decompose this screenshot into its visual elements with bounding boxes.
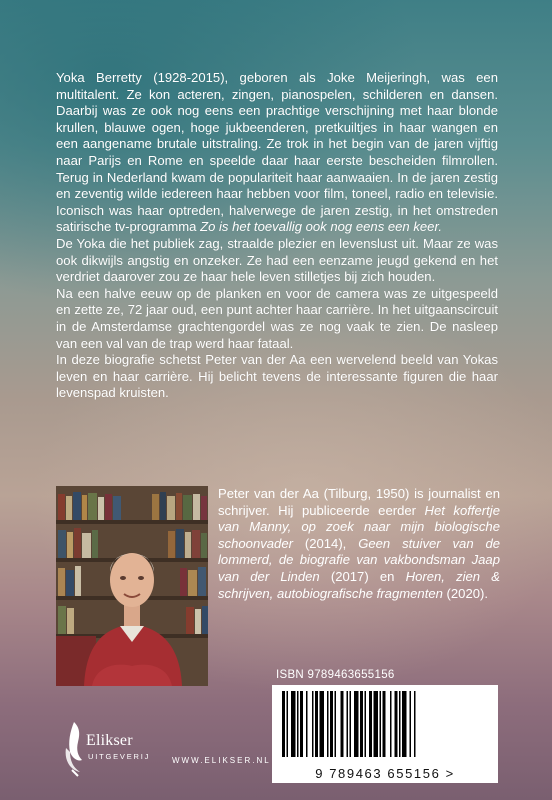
- tv-program-title: Zo is het toevallig ook nog eens een keer.: [200, 219, 442, 235]
- isbn-label: ISBN 9789463655156: [276, 669, 395, 681]
- barcode: [272, 685, 498, 783]
- blurb-paragraph-2: De Yoka die het publiek zag, straalde plezier en levenslust uit. Maar ze was ook dikwijls angstig en onzeker. Ze had een eenzame jeugd gekend en het verdriet daarover zou ze haar hele leven stilletjes bij zich houden.: [56, 235, 498, 285]
- barcode-bar: [369, 691, 372, 757]
- barcode-bar: [327, 691, 329, 757]
- book-title-3: Horen, zien & schrijven, autobiografische fragmenten: [218, 568, 500, 601]
- book-title-2: Geen stuiver van de lommerd, de biografie van vakbondsman Jaap van der Linden: [218, 535, 501, 584]
- blurb-paragraph-4: In deze biografie schetst Peter van der Aa een wervelend beeld van Yokas leven en haar carrière. Hij belicht tevens de interessante figuren die haar levenspad kruisten.: [56, 352, 498, 401]
- barcode-bar: [399, 691, 401, 757]
- barcode-bar: [287, 691, 289, 757]
- barcode-bar: [347, 691, 349, 757]
- barcode-bar: [360, 691, 363, 757]
- blurb-paragraph-3: Na een halve eeuw op de planken en voor de camera was ze uitgespeeld en zette ze, 72 jaar oud, een punt achter haar carrière. In het uitgaanscircuit in de Amsterdamse grachtengordel was ze nog vaak te zien. De nasleep van een val van de trap werd haar fataal.: [56, 285, 498, 351]
- publisher-name: Elikser: [86, 732, 133, 749]
- barcode-bar: [383, 691, 386, 757]
- barcode-bar: [330, 691, 333, 757]
- barcode-bar: [320, 691, 325, 757]
- barcode-bar: [374, 691, 379, 757]
- barcode-bar: [297, 691, 299, 757]
- barcode-bar: [341, 691, 344, 757]
- barcode-bar: [365, 691, 367, 757]
- blurb-paragraph-1: Yoka Berretty (1928-2015), geboren als Joke Meijeringh, was een multitalent. Ze kon acteren, zingen, pianospelen, schilderen en dansen. Daarbij was ze ook nog eens een prachtige verschijning met haar blonde krullen, blauwe ogen, hoge jukbeenderen, pretkuiltjes in haar wangen en een aangename brutale uitstraling. Ze trok in het begin van de jaren vijftig naar Parijs en Rome en speelde daar haar eerste bescheiden filmrollen. Terug in Nederland kwam de populariteit haar aanwaaien. In de jaren zestig en zeventig wilde iedereen haar hebben voor film, toneel, radio en televisie. Iconisch was haar optreden, halverwege de jaren zestig, in het omstreden satirische tv-programma Zo is het toevallig ook nog eens een keer.: [56, 70, 498, 235]
- barcode-digits: 9 789463 655156 >: [315, 766, 455, 781]
- barcode-bar: [414, 691, 416, 757]
- book-title-1: Het koffertje van Manny, op zoek naar mijn biologische schoonvader: [218, 502, 500, 551]
- barcode-bar: [402, 691, 407, 757]
- author-bio: Peter van der Aa (Tilburg, 1950) is journalist en schrijver. Hij publiceerde eerder Het koffertje van Manny, op zoek naar mijn biologische schoonvader (2014), Geen stuiver van de lommerd, de biografie van vakbondsman Jaap van der Linden (2017) en Horen, zien & schrijven, autobiografische fragmenten (2020).: [218, 486, 501, 601]
- barcode-bar: [380, 691, 382, 757]
- author-photo: [56, 486, 208, 686]
- barcode-bars: [272, 685, 498, 765]
- barcode-bar: [315, 691, 318, 757]
- barcode-bar: [410, 691, 412, 757]
- barcode-bar: [390, 691, 392, 757]
- barcode-bar: [300, 691, 303, 757]
- publisher-logo: [60, 718, 170, 778]
- barcode-bar: [306, 691, 308, 757]
- blurb-text: [56, 70, 498, 402]
- publisher-website[interactable]: WWW.ELIKSER.NL: [172, 756, 271, 765]
- barcode-bar: [354, 691, 359, 757]
- barcode-bar: [291, 691, 296, 757]
- barcode-bar: [335, 691, 337, 757]
- barcode-bar: [312, 691, 314, 757]
- barcode-bar: [350, 691, 352, 757]
- barcode-bar: [395, 691, 398, 757]
- publisher-sub: UITGEVERIJ: [88, 752, 151, 761]
- barcode-bar: [282, 691, 285, 757]
